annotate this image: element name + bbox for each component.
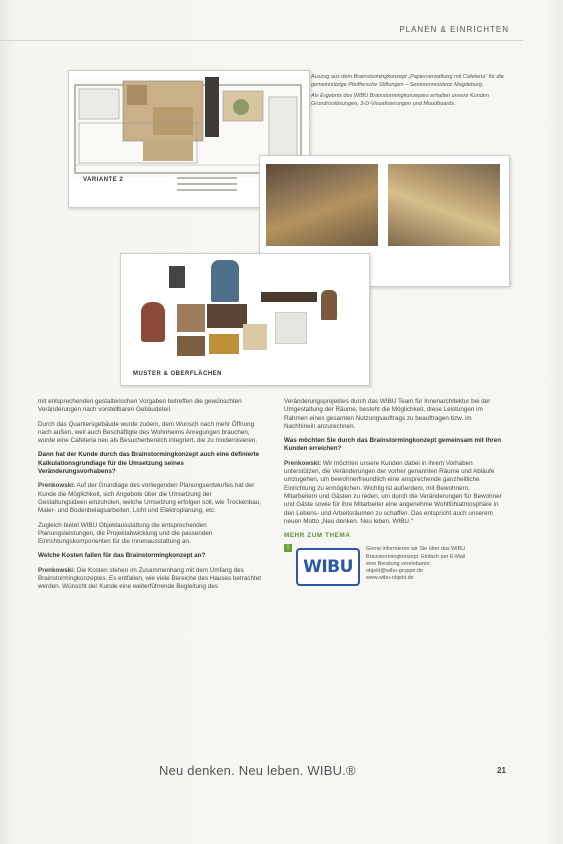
- info-box: [284, 544, 504, 592]
- right-para-1: Veränderungsprojektes durch das WIBU Team für Innenarchitektur bei der Umgestaltung der Räume, besteht die Möglichkeit, diese Leistungen im Rahmen eines gesamten Nutzungsauftrags zu beauftragen bzw. im Nachhinein anzurechnen.: [284, 398, 491, 430]
- moodboard-swatch-brown: [177, 336, 205, 356]
- answer-2: [38, 567, 261, 592]
- moodboard-armchair: [211, 260, 239, 302]
- wibu-logo-text: WIBU: [303, 557, 353, 578]
- email-link[interactable]: objekt@wibu-gruppe.de: [366, 568, 424, 575]
- left-para-2: Durch das Quartiersgebäude wurde zudem, dem Wunsch nach mehr Öffnung nach außen, weil auch Beschäftigte des Wohnheims Anregungen brauchen, wurde eine Cafeteria neu als Besucherbereich integriert, die zu modernisieren.: [38, 420, 258, 445]
- header-rule: [0, 40, 523, 41]
- moodboard-card: [120, 253, 370, 386]
- moodboard-table: [261, 292, 317, 302]
- text-column-left: [38, 398, 261, 598]
- question-2: Welche Kosten fallen für das Brainstormingkonzept an?: [38, 552, 206, 560]
- website-link[interactable]: www.wibu-objekt.de: [366, 575, 414, 582]
- wibu-logo: [296, 548, 360, 586]
- text-column-right: [284, 398, 504, 592]
- moodboard-chair-red: [141, 302, 165, 342]
- info-box-text: [366, 546, 506, 582]
- info-line-1: Gerne informieren wir Sie über das WIBU: [366, 546, 466, 553]
- speaker-name: Prenkowski:: [38, 566, 76, 574]
- info-line-3: eine Beratung vereinbaren:: [366, 560, 432, 567]
- answer-1-text: Auf der Grundlage des vorliegenden Planungsentwurfes hat der Kunde die Möglichkeit, sich Angebote über die Umsetzung der Gestaltungsideen einzuholen, welche Umsetzung erfolgen soll, wie Trockenbau, Maler- und Bodenbelagsarbeiten, Licht und Elektroplanung, etc.: [38, 482, 261, 515]
- plan-legend: [177, 173, 237, 195]
- render-image-right: [388, 164, 500, 246]
- speaker-name: Prenkowski:: [284, 459, 322, 467]
- caption-para-2: Als Ergebnis des WIBU Brainstormingkonzeptes erhalten unsere Kunden Grundrisslösungen, 3-D-Visualisierungen und Moodboards.: [311, 93, 489, 107]
- moodboard-chair-wood: [321, 290, 337, 320]
- info-corner-icon: i: [284, 544, 292, 552]
- answer-3: [284, 460, 504, 526]
- speaker-name: Prenkowski:: [38, 482, 76, 490]
- question-3: Was möchten Sie durch das Brainstormingkonzept gemeinsam mit Ihren Kunden erreichen?: [284, 437, 502, 453]
- moodboard-swatch-wood: [177, 304, 205, 332]
- answer-3-text: Wir möchten unsere Kunden dabei in ihrem Vorhaben unterstützen, die Veränderungen der vorher genannten Räume und Abläufe umzugehen, um bewohnerfreundlich eine ansprechende ganzheitliche Einrichtung zu ermöglichen. Wichtig ist außerdem, mit Bewohnern, Mitarbeitern und Gästen zu reden, um durch die Veränderungen für Bewohner und Gäste sowie für ihre Mitarbeiter eine angenehme Wohlfühlatmosphäre in den Lebens- und Arbeitsräumen zu schaffen. Das entspricht auch unserem neuen Motto „Neu denken. Neu leben. WIBU.“: [284, 459, 502, 525]
- moodboard-swatch-dark: [207, 304, 247, 328]
- answer-2-text: Die Kosten stehen im Zusammenhang mit dem Umfang des Brainstormingkonzeptes. Es entfallen, wie viele Bereiche des Hauses betrachtet werden. Wünscht der Kunde eine weiterführende Begleitung des: [38, 566, 261, 591]
- moodboard-swatch-ochre: [209, 334, 239, 354]
- answer-1b: Zugleich bietet WIBU Objektausstattung die entsprechenden Planungsleistungen, die Projektabwicklung und die passenden Einrichtungskomponenten für die Innenausstattung an.: [38, 521, 213, 546]
- moodboard-label: MUSTER & OBERFLÄCHEN: [133, 371, 222, 377]
- question-1: Dann hat der Kunde durch das Brainstormingkonzept auch eine definierte Kalkulationsgrundlage für die Umsetzung seines Veränderungsvorhabens?: [38, 451, 260, 476]
- section-header: PLANEN & EINRICHTEN: [399, 25, 509, 34]
- moodboard-fabric: [275, 312, 307, 344]
- left-para-1: mit entsprechenden gestalterischen Vorgaben betreffen die gewünschten Veränderungen nach vorstellbaren Gebäudeteil.: [38, 398, 242, 414]
- moodboard-swatch-beige: [243, 324, 267, 350]
- figure-caption: [311, 74, 511, 112]
- plan-label: VARIANTE 2: [83, 177, 124, 183]
- answer-1: [38, 482, 261, 515]
- caption-para-1: Auszug aus dem Brainstormingkonzept „Papierverwaltung mit Cafeteria“ für die gemeinnützige Pfeiffersche Stiftungen – Seniorenresidenz Magdeburg.: [311, 74, 504, 88]
- footer-slogan: Neu denken. Neu leben. WIBU.®: [159, 763, 356, 778]
- render-image-left: [266, 164, 378, 246]
- info-line-2: Brainstormingkonzept. Einfach per E-Mail: [366, 553, 466, 560]
- more-topic-heading: MEHR ZUM THEMA: [284, 532, 351, 540]
- moodboard-lamp: [169, 266, 185, 288]
- page-number: 21: [497, 766, 506, 775]
